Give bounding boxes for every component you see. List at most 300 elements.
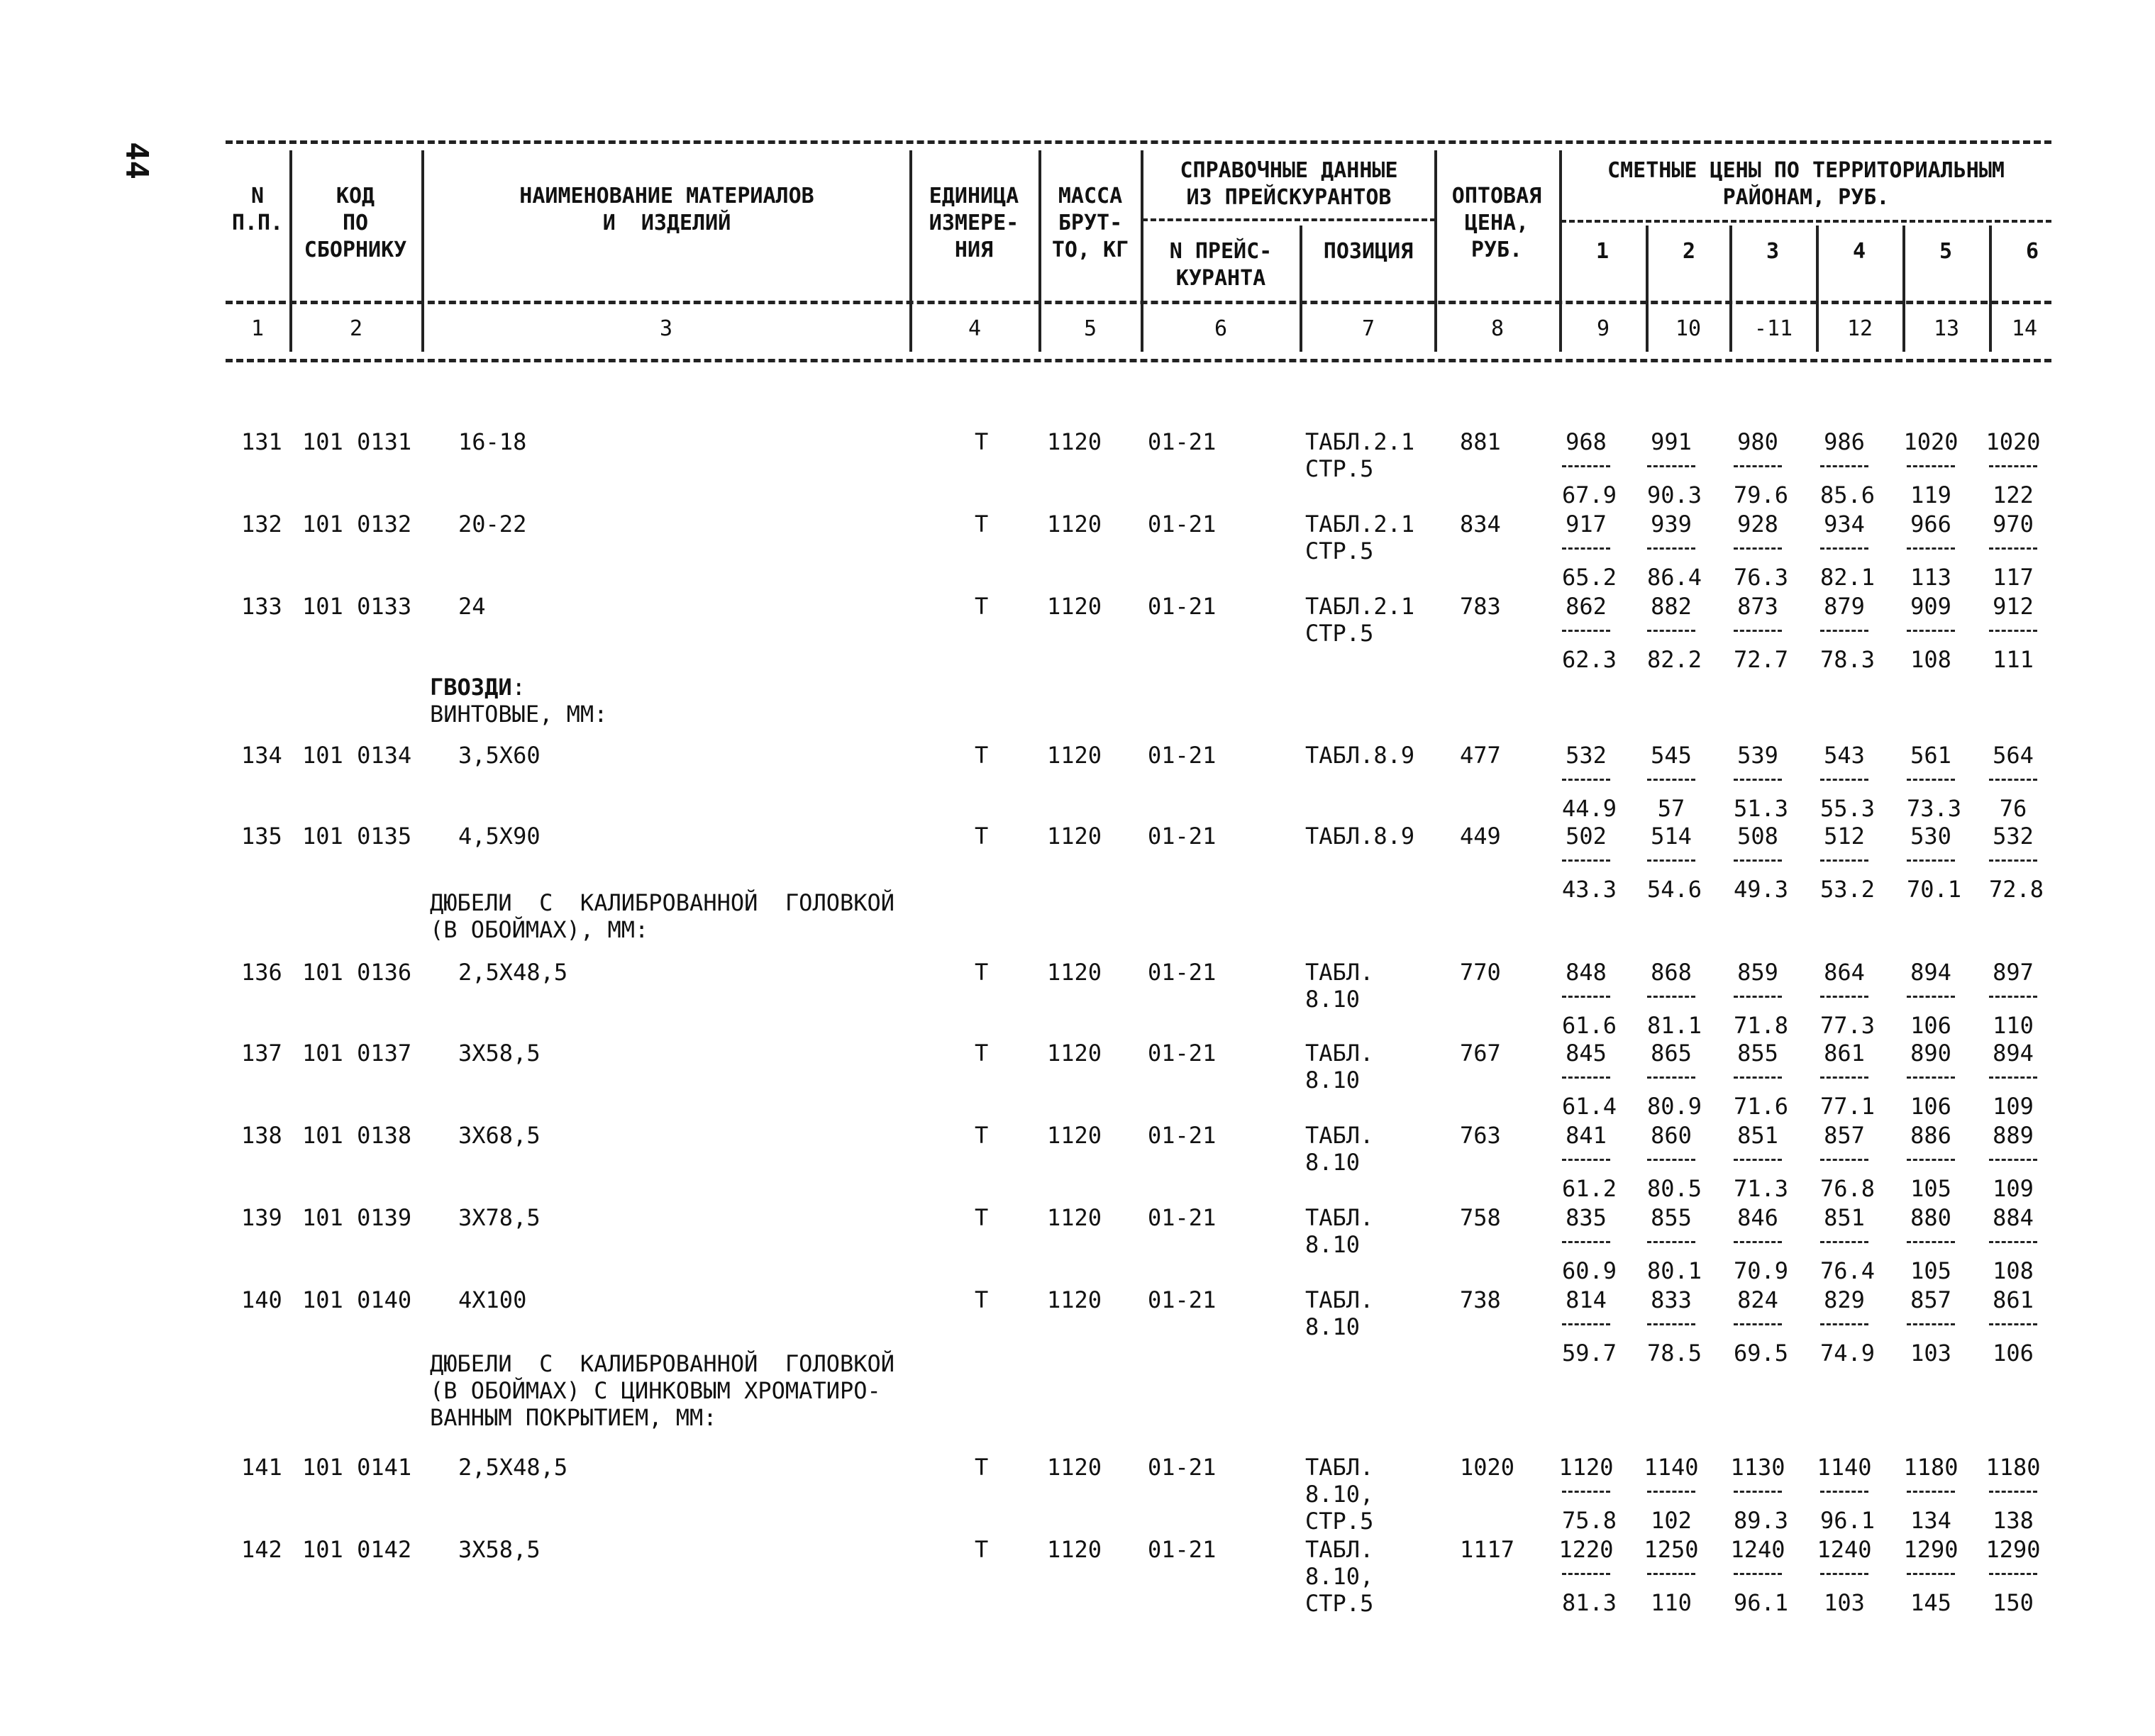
price-transport: 96.1 (1820, 1491, 1868, 1534)
price-transport: 106 (1907, 1076, 1955, 1120)
region-price (1897, 1122, 1965, 1202)
price-value: 917 (1566, 511, 1607, 538)
row-code: 101 0136 (302, 959, 412, 986)
row-unit: Т (975, 1536, 989, 1563)
region-header: 6 (2025, 239, 2039, 264)
row-mass: 1120 (1047, 1122, 1102, 1149)
region-price (1897, 959, 1965, 1039)
row-wholesale-price: 1117 (1460, 1536, 1515, 1563)
price-value: 928 (1737, 511, 1778, 538)
row-code: 101 0133 (302, 593, 412, 620)
price-transport: 76.4 (1820, 1241, 1868, 1284)
price-value: 545 (1651, 742, 1692, 769)
price-transport: 80.5 (1647, 1159, 1695, 1202)
price-transport: 110 (1989, 996, 2037, 1039)
region-price (1552, 1536, 1620, 1616)
price-transport: 103 (1820, 1573, 1868, 1616)
column-number: -11 (1754, 316, 1793, 341)
region-price (1637, 823, 1705, 903)
price-value: 543 (1824, 742, 1865, 769)
region-price (1810, 1122, 1878, 1202)
price-transport: 78.3 (1820, 630, 1868, 673)
region-price (1724, 742, 1792, 822)
price-transport: 106 (1907, 996, 1955, 1039)
region-price (1979, 959, 2047, 1039)
price-transport: 54.6 (1647, 859, 1695, 903)
price-value: 851 (1737, 1122, 1778, 1149)
row-unit: Т (975, 428, 989, 455)
price-value: 1290 (1985, 1536, 2041, 1563)
price-value: 909 (1910, 593, 1951, 620)
region-price (1724, 1204, 1792, 1284)
row-wholesale-price: 449 (1460, 823, 1501, 850)
price-value: 897 (1993, 959, 2034, 986)
row-pricelist: 01-21 (1148, 1536, 1217, 1563)
price-transport: 80.9 (1647, 1076, 1695, 1120)
row-code: 101 0141 (302, 1454, 412, 1481)
region-price (1724, 1536, 1792, 1616)
price-transport: 106 (1989, 1323, 2037, 1367)
row-code: 101 0137 (302, 1040, 412, 1067)
region-header: 4 (1852, 239, 1866, 264)
price-transport: 82.2 (1647, 630, 1695, 673)
price-transport: 69.5 (1734, 1323, 1782, 1367)
row-mass: 1120 (1047, 1286, 1102, 1313)
price-transport: 70.1 (1907, 859, 1955, 903)
price-transport: 134 (1907, 1491, 1955, 1534)
header-name: НАИМЕНОВАНИЕ МАТЕРИАЛОВ И ИЗДЕЛИЙ (519, 184, 814, 235)
row-position: ТАБЛ.2.1 СТР.5 (1305, 428, 1415, 482)
price-value: 1250 (1644, 1536, 1699, 1563)
price-value: 966 (1910, 511, 1951, 538)
price-transport: 62.3 (1562, 630, 1610, 673)
price-transport: 86.4 (1647, 547, 1695, 591)
row-pricelist: 01-21 (1148, 959, 1217, 986)
table-row (0, 959, 2155, 1041)
row-name: 16-18 (458, 428, 527, 455)
price-transport: 77.3 (1820, 996, 1868, 1039)
region-header: 1 (1595, 239, 1610, 264)
price-value: 841 (1566, 1122, 1607, 1149)
row-number: 142 (241, 1536, 282, 1563)
region-price (1979, 511, 2047, 591)
row-pricelist: 01-21 (1148, 1454, 1217, 1481)
region-price (1897, 1204, 1965, 1284)
row-pricelist: 01-21 (1148, 1040, 1217, 1067)
region-price (1979, 593, 2047, 673)
row-position: ТАБЛ. 8.10 (1305, 959, 1374, 1013)
price-transport: 138 (1989, 1491, 2037, 1534)
row-unit: Т (975, 1040, 989, 1067)
price-transport: 61.2 (1562, 1159, 1610, 1202)
row-unit: Т (975, 1454, 989, 1481)
region-price (1979, 1454, 2047, 1534)
price-transport: 72.7 (1734, 630, 1782, 673)
price-value: 539 (1737, 742, 1778, 769)
row-position: ТАБЛ. 8.10 (1305, 1204, 1374, 1258)
price-value: 846 (1737, 1204, 1778, 1231)
region-header: 2 (1682, 239, 1696, 264)
region-price (1637, 1204, 1705, 1284)
price-value: 865 (1651, 1040, 1692, 1067)
price-value: 868 (1651, 959, 1692, 986)
row-mass: 1120 (1047, 511, 1102, 538)
price-value: 814 (1566, 1286, 1607, 1313)
row-unit: Т (975, 742, 989, 769)
region-price (1552, 742, 1620, 822)
row-mass: 1120 (1047, 823, 1102, 850)
region-price (1810, 511, 1878, 591)
region-price (1897, 1286, 1965, 1367)
region-price (1637, 1286, 1705, 1367)
row-name: 2,5Х48,5 (458, 1454, 568, 1481)
price-value: 845 (1566, 1040, 1607, 1067)
section-text: : ВИНТОВЫЕ, ММ: (430, 674, 608, 728)
region-price (1897, 1536, 1965, 1616)
table-row (0, 428, 2155, 511)
region-price (1897, 428, 1965, 508)
price-value: 889 (1993, 1122, 2034, 1149)
row-unit: Т (975, 823, 989, 850)
price-value: 512 (1824, 823, 1865, 850)
column-number: 3 (659, 316, 673, 341)
price-transport: 71.3 (1734, 1159, 1782, 1202)
row-pricelist: 01-21 (1148, 511, 1217, 538)
price-value: 530 (1910, 823, 1951, 850)
price-value: 1240 (1730, 1536, 1785, 1563)
row-number: 135 (241, 823, 282, 850)
region-price (1724, 1122, 1792, 1202)
price-value: 855 (1651, 1204, 1692, 1231)
row-position: ТАБЛ. 8.10, СТР.5 (1305, 1536, 1374, 1617)
column-number: 8 (1490, 316, 1505, 341)
row-pricelist: 01-21 (1148, 593, 1217, 620)
region-price (1979, 1204, 2047, 1284)
price-transport: 55.3 (1820, 779, 1868, 822)
row-wholesale-price: 738 (1460, 1286, 1501, 1313)
price-transport: 60.9 (1562, 1241, 1610, 1284)
price-transport: 74.9 (1820, 1323, 1868, 1367)
price-transport: 71.6 (1734, 1076, 1782, 1120)
price-value: 864 (1824, 959, 1865, 986)
row-pricelist: 01-21 (1148, 428, 1217, 455)
price-transport: 81.3 (1562, 1573, 1610, 1616)
row-name: 20-22 (458, 511, 527, 538)
row-number: 131 (241, 428, 282, 455)
price-transport: 76.3 (1734, 547, 1782, 591)
region-price (1979, 1286, 2047, 1367)
region-header: 3 (1766, 239, 1780, 264)
row-code: 101 0132 (302, 511, 412, 538)
price-transport: 102 (1647, 1491, 1695, 1534)
price-value: 835 (1566, 1204, 1607, 1231)
price-value: 1130 (1730, 1454, 1785, 1481)
price-value: 857 (1824, 1122, 1865, 1149)
region-price (1552, 1204, 1620, 1284)
price-transport: 67.9 (1562, 465, 1610, 508)
region-price (1724, 1454, 1792, 1534)
region-price (1979, 1536, 2047, 1616)
price-transport: 122 (1989, 465, 2037, 508)
row-position: ТАБЛ. 8.10 (1305, 1122, 1374, 1176)
price-transport: 96.1 (1734, 1573, 1782, 1616)
row-number: 141 (241, 1454, 282, 1481)
price-value: 912 (1993, 593, 2034, 620)
price-transport: 44.9 (1562, 779, 1610, 822)
row-position: ТАБЛ.2.1 СТР.5 (1305, 593, 1415, 647)
row-name: 24 (458, 593, 486, 620)
price-transport: 111 (1989, 630, 2037, 673)
header-mass: МАССА БРУТ- ТО, КГ (1051, 184, 1129, 262)
price-transport: 105 (1907, 1241, 1955, 1284)
header-ref-pos: ПОЗИЦИЯ (1323, 239, 1414, 264)
price-transport: 82.1 (1820, 547, 1868, 591)
price-transport: 109 (1989, 1159, 2037, 1202)
price-transport: 61.4 (1562, 1076, 1610, 1120)
row-name: 3Х58,5 (458, 1536, 541, 1563)
price-transport: 59.7 (1562, 1323, 1610, 1367)
price-value: 970 (1993, 511, 2034, 538)
price-value: 860 (1651, 1122, 1692, 1149)
price-transport: 110 (1647, 1573, 1695, 1616)
price-value: 824 (1737, 1286, 1778, 1313)
region-price (1810, 1536, 1878, 1616)
region-price (1810, 823, 1878, 903)
price-value: 1020 (1903, 428, 1959, 455)
table-row (0, 823, 2155, 905)
price-value: 862 (1566, 593, 1607, 620)
price-transport: 53.2 (1820, 859, 1868, 903)
region-price (1979, 1040, 2047, 1120)
region-price (1637, 1536, 1705, 1616)
price-value: 879 (1824, 593, 1865, 620)
price-value: 939 (1651, 511, 1692, 538)
region-price (1724, 1040, 1792, 1120)
header-opt: ОПТОВАЯ ЦЕНА, РУБ. (1451, 184, 1542, 262)
region-price (1637, 511, 1705, 591)
region-price (1724, 428, 1792, 508)
price-value: 508 (1737, 823, 1778, 850)
row-name: 3Х58,5 (458, 1040, 541, 1067)
section-title: ГВОЗДИ (430, 674, 512, 701)
header-np: N П.П. (231, 184, 284, 235)
price-transport: 73.3 (1907, 779, 1955, 822)
section-heading (430, 674, 607, 728)
region-price (1724, 823, 1792, 903)
price-value: 851 (1824, 1204, 1865, 1231)
region-price (1552, 428, 1620, 508)
row-mass: 1120 (1047, 428, 1102, 455)
row-wholesale-price: 881 (1460, 428, 1501, 455)
row-wholesale-price: 783 (1460, 593, 1501, 620)
region-price (1810, 428, 1878, 508)
row-mass: 1120 (1047, 1454, 1102, 1481)
price-transport: 76.8 (1820, 1159, 1868, 1202)
column-number: 12 (1846, 316, 1873, 341)
row-name: 4Х100 (458, 1286, 527, 1313)
column-number: 9 (1596, 316, 1610, 341)
region-price (1637, 1454, 1705, 1534)
row-unit: Т (975, 593, 989, 620)
row-wholesale-price: 477 (1460, 742, 1501, 769)
row-unit: Т (975, 959, 989, 986)
region-price (1810, 742, 1878, 822)
region-price (1979, 742, 2047, 822)
price-transport: 43.3 (1562, 859, 1610, 903)
price-transport: 65.2 (1562, 547, 1610, 591)
row-number: 136 (241, 959, 282, 986)
row-name: 3,5Х60 (458, 742, 541, 769)
row-code: 101 0131 (302, 428, 412, 455)
price-transport: 51.3 (1734, 779, 1782, 822)
row-unit: Т (975, 1286, 989, 1313)
price-transport: 145 (1907, 1573, 1955, 1616)
column-number: 4 (968, 316, 982, 341)
price-value: 564 (1993, 742, 2034, 769)
region-price (1552, 593, 1620, 673)
price-value: 1290 (1903, 1536, 1959, 1563)
price-value: 880 (1910, 1204, 1951, 1231)
price-transport: 85.6 (1820, 465, 1868, 508)
header-ref: СПРАВОЧНЫЕ ДАННЫЕ ИЗ ПРЕЙСКУРАНТОВ (1180, 158, 1398, 210)
region-price (1552, 1122, 1620, 1202)
price-value: 561 (1910, 742, 1951, 769)
price-value: 1020 (1985, 428, 2041, 455)
price-value: 1120 (1558, 1454, 1614, 1481)
region-price (1810, 1204, 1878, 1284)
row-pricelist: 01-21 (1148, 1286, 1217, 1313)
price-transport: 75.8 (1562, 1491, 1610, 1534)
row-position: ТАБЛ.8.9 (1305, 742, 1415, 769)
price-value: 532 (1993, 823, 2034, 850)
price-value: 857 (1910, 1286, 1951, 1313)
region-price (1810, 1454, 1878, 1534)
price-value: 873 (1737, 593, 1778, 620)
region-price (1637, 1122, 1705, 1202)
price-transport: 103 (1907, 1323, 1955, 1367)
row-pricelist: 01-21 (1148, 823, 1217, 850)
region-price (1810, 1286, 1878, 1367)
price-transport: 78.5 (1647, 1323, 1695, 1367)
table-row (0, 1204, 2155, 1286)
row-name: 2,5Х48,5 (458, 959, 568, 986)
row-position: ТАБЛ. 8.10, СТР.5 (1305, 1454, 1374, 1535)
row-mass: 1120 (1047, 959, 1102, 986)
row-unit: Т (975, 1122, 989, 1149)
row-name: 4,5Х90 (458, 823, 541, 850)
price-value: 1180 (1985, 1454, 2041, 1481)
region-price (1552, 1040, 1620, 1120)
price-transport: 81.1 (1647, 996, 1695, 1039)
row-mass: 1120 (1047, 593, 1102, 620)
row-wholesale-price: 758 (1460, 1204, 1501, 1231)
price-value: 890 (1910, 1040, 1951, 1067)
region-price (1724, 593, 1792, 673)
row-pricelist: 01-21 (1148, 1122, 1217, 1149)
region-price (1897, 1454, 1965, 1534)
region-price (1810, 959, 1878, 1039)
column-number: 7 (1361, 316, 1375, 341)
row-pricelist: 01-21 (1148, 742, 1217, 769)
price-value: 1140 (1817, 1454, 1872, 1481)
table-row (0, 511, 2155, 593)
price-value: 514 (1651, 823, 1692, 850)
price-value: 894 (1993, 1040, 2034, 1067)
column-number: 6 (1214, 316, 1228, 341)
region-price (1724, 1286, 1792, 1367)
price-transport: 108 (1989, 1241, 2037, 1284)
price-transport: 105 (1907, 1159, 1955, 1202)
row-position: ТАБЛ. 8.10 (1305, 1286, 1374, 1340)
price-value: 1220 (1558, 1536, 1614, 1563)
region-price (1552, 959, 1620, 1039)
row-wholesale-price: 834 (1460, 511, 1501, 538)
table-row (0, 1122, 2155, 1204)
price-value: 1180 (1903, 1454, 1959, 1481)
region-price (1637, 1040, 1705, 1120)
region-price (1810, 1040, 1878, 1120)
row-code: 101 0140 (302, 1286, 412, 1313)
column-number: 1 (250, 316, 265, 341)
region-price (1897, 511, 1965, 591)
price-value: 855 (1737, 1040, 1778, 1067)
row-position: ТАБЛ.8.9 (1305, 823, 1415, 850)
header-top-rule (226, 140, 2051, 144)
region-header: 5 (1939, 239, 1953, 264)
region-price (1552, 511, 1620, 591)
region-price (1552, 1454, 1620, 1534)
region-price (1637, 742, 1705, 822)
row-number: 133 (241, 593, 282, 620)
column-number: 13 (1933, 316, 1960, 341)
price-value: 894 (1910, 959, 1951, 986)
price-value: 859 (1737, 959, 1778, 986)
header-smet: СМЕТНЫЕ ЦЕНЫ ПО ТЕРРИТОРИАЛЬНЫМ РАЙОНАМ, РУБ. (1607, 158, 2005, 210)
row-wholesale-price: 770 (1460, 959, 1501, 986)
price-transport: 89.3 (1734, 1491, 1782, 1534)
price-transport: 61.6 (1562, 996, 1610, 1039)
row-unit: Т (975, 1204, 989, 1231)
row-code: 101 0134 (302, 742, 412, 769)
row-position: ТАБЛ.2.1 СТР.5 (1305, 511, 1415, 564)
region-price (1724, 511, 1792, 591)
row-wholesale-price: 767 (1460, 1040, 1501, 1067)
row-code: 101 0139 (302, 1204, 412, 1231)
table-row (0, 593, 2155, 675)
row-mass: 1120 (1047, 1204, 1102, 1231)
price-value: 1140 (1644, 1454, 1699, 1481)
row-position: ТАБЛ. 8.10 (1305, 1040, 1374, 1094)
price-value: 934 (1824, 511, 1865, 538)
section-text: ДЮБЕЛИ С КАЛИБРОВАННОЙ ГОЛОВКОЙ (В ОБОЙМАХ) С ЦИНКОВЫМ ХРОМАТИРО- ВАННЫМ ПОКРЫТИЕМ, ММ: (430, 1350, 895, 1431)
table-row (0, 1536, 2155, 1618)
table-row (0, 742, 2155, 824)
region-price (1979, 428, 2047, 508)
price-value: 980 (1737, 428, 1778, 455)
row-pricelist: 01-21 (1148, 1204, 1217, 1231)
price-value: 882 (1651, 593, 1692, 620)
region-price (1637, 593, 1705, 673)
column-number: 10 (1675, 316, 1702, 341)
row-number: 138 (241, 1122, 282, 1149)
column-number: 2 (349, 316, 363, 341)
row-number: 134 (241, 742, 282, 769)
region-price (1897, 823, 1965, 903)
page-number: 44 (118, 142, 155, 179)
section-text: ДЮБЕЛИ С КАЛИБРОВАННОЙ ГОЛОВКОЙ (В ОБОЙМАХ), ММ: (430, 889, 895, 943)
price-value: 502 (1566, 823, 1607, 850)
price-transport: 57 (1647, 779, 1695, 822)
